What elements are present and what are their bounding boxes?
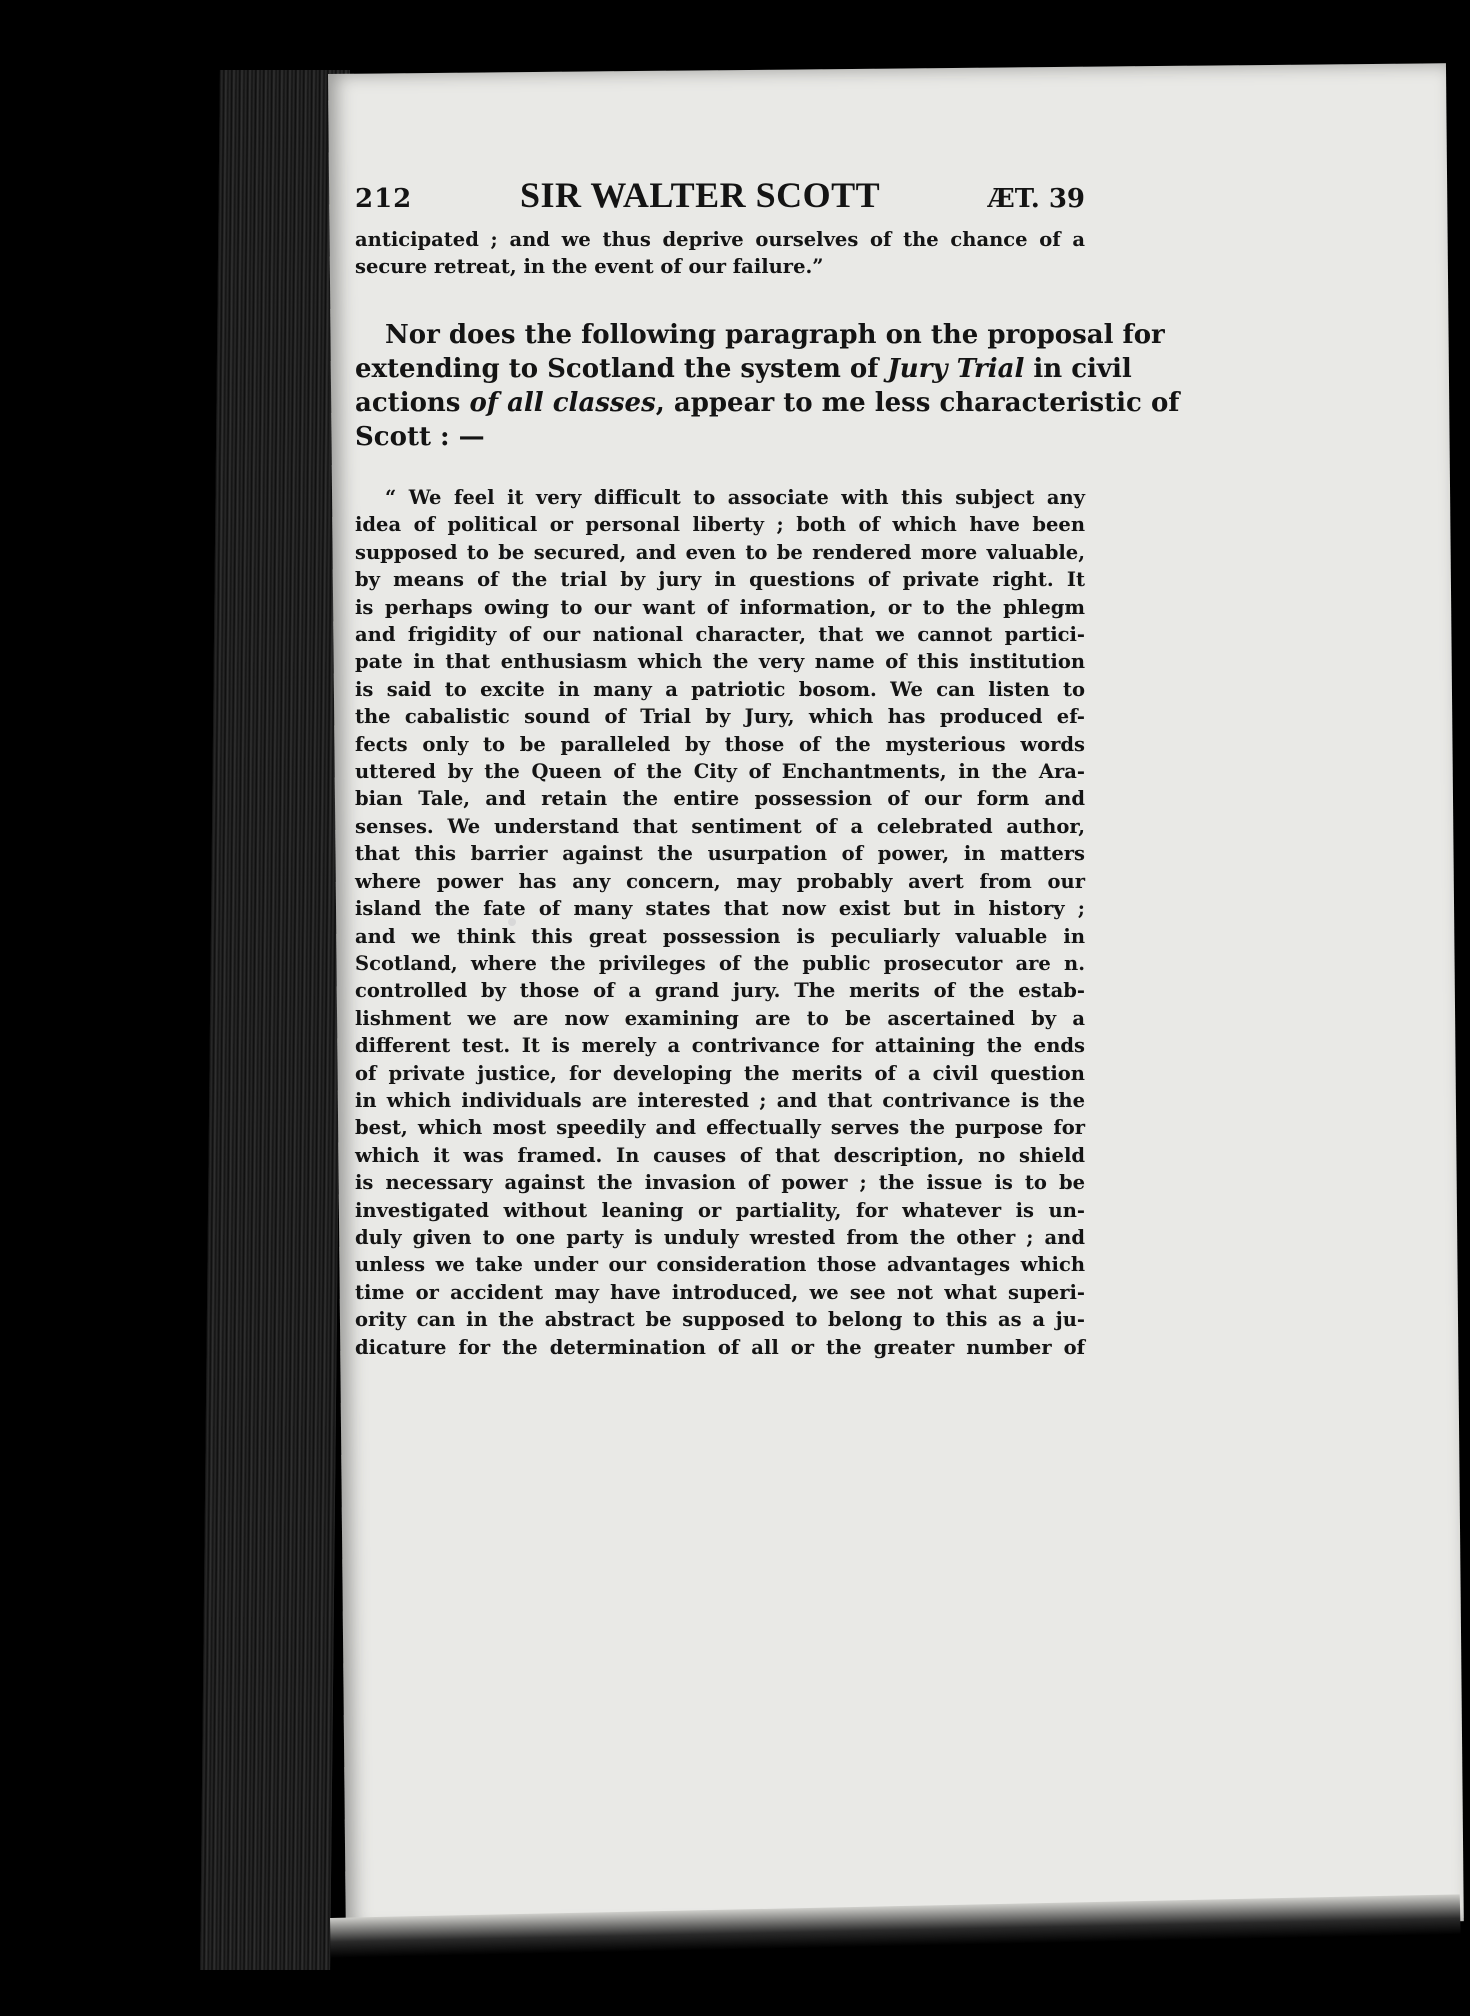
text-line: anticipated ; and we thus deprive ourselves of the chance of a: [355, 228, 1085, 251]
text-line: where power has any concern, may probably avert from our: [355, 869, 1085, 893]
text-line: actions of all classes, appear to me less characteristic of: [355, 388, 1180, 418]
text-line: uttered by the Queen of the City of Enchantments, in the Ara-: [355, 760, 1085, 784]
text-line: and we think this great possession is peculiarly valuable in: [355, 924, 1085, 948]
text-line: time or accident may have introduced, we see not what superi-: [355, 1280, 1085, 1304]
text-line: bian Tale, and retain the entire possession of our form and: [355, 787, 1085, 811]
text-line: Scott : —: [355, 422, 485, 452]
text-line: investigated without leaning or partiality, for whatever is un-: [355, 1198, 1085, 1222]
text-line: supposed to be secured, and even to be rendered more valuable,: [355, 540, 1085, 564]
text-line: is perhaps owing to our want of information, or to the phlegm: [355, 595, 1085, 619]
emphasis: of all classes: [469, 388, 656, 418]
text-line: dicature for the determination of all or the greater number of: [355, 1335, 1085, 1359]
age-mark: ÆT. 39: [987, 184, 1085, 214]
text-line: fects only to be paralleled by those of the mysterious words: [355, 732, 1085, 756]
text-line: is said to excite in many a patriotic bosom. We can listen to: [355, 677, 1085, 701]
text-line: secure retreat, in the event of our failure.”: [355, 255, 824, 278]
text-line: of private justice, for developing the merits of a civil question: [355, 1061, 1085, 1085]
text-line: idea of political or personal liberty ; both of which have been: [355, 513, 1085, 537]
text-line: ority can in the abstract be supposed to belong to this as a ju-: [355, 1308, 1085, 1332]
text-line: Nor does the following paragraph on the proposal for: [385, 320, 1165, 350]
running-title: SIR WALTER SCOTT: [519, 175, 881, 215]
text-line: duly given to one party is unduly wrested from the other ; and: [355, 1225, 1085, 1249]
page-number: 212: [355, 184, 413, 214]
text-line: best, which most speedily and effectually serves the purpose for: [355, 1116, 1085, 1140]
text-line: Scotland, where the privileges of the public prosecutor are n.: [355, 951, 1085, 975]
intro-paragraph: [355, 318, 1180, 454]
text-line: extending to Scotland the system of Jury Trial in civil: [355, 354, 1132, 384]
text-line: in which individuals are interested ; and that contrivance is the: [355, 1088, 1085, 1112]
text-line: “ We feel it very difficult to associate with this subject any: [385, 486, 1085, 509]
running-head: [355, 174, 1085, 218]
book-edge: [200, 70, 350, 1970]
page-text: [355, 174, 1180, 1361]
text-line: and frigidity of our national character, that we cannot partici-: [355, 623, 1085, 647]
text-line: pate in that enthusiasm which the very name of this institution: [355, 650, 1085, 674]
text-line: by means of the trial by jury in questions of private right. It: [355, 568, 1085, 592]
continuation-paragraph: [355, 226, 1085, 280]
text-line: island the fate of many states that now exist but in history ;: [355, 897, 1085, 921]
text-line: senses. We understand that sentiment of a celebrated author,: [355, 814, 1085, 838]
text-line: lishment we are now examining are to be ascertained by a: [355, 1006, 1085, 1030]
emphasis: Jury Trial: [887, 354, 1025, 384]
quoted-paragraph: [355, 484, 1085, 1361]
text-line: controlled by those of a grand jury. The merits of the estab-: [355, 979, 1085, 1003]
text-line: that this barrier against the usurpation of power, in matters: [355, 842, 1085, 866]
text-line: is necessary against the invasion of power ; the issue is to be: [355, 1171, 1085, 1195]
text-line: unless we take under our consideration those advantages which: [355, 1253, 1085, 1277]
text-line: which it was framed. In causes of that description, no shield: [355, 1143, 1085, 1167]
text-line: different test. It is merely a contrivance for attaining the ends: [355, 1034, 1085, 1058]
text-line: the cabalistic sound of Trial by Jury, which has produced ef-: [355, 705, 1085, 729]
